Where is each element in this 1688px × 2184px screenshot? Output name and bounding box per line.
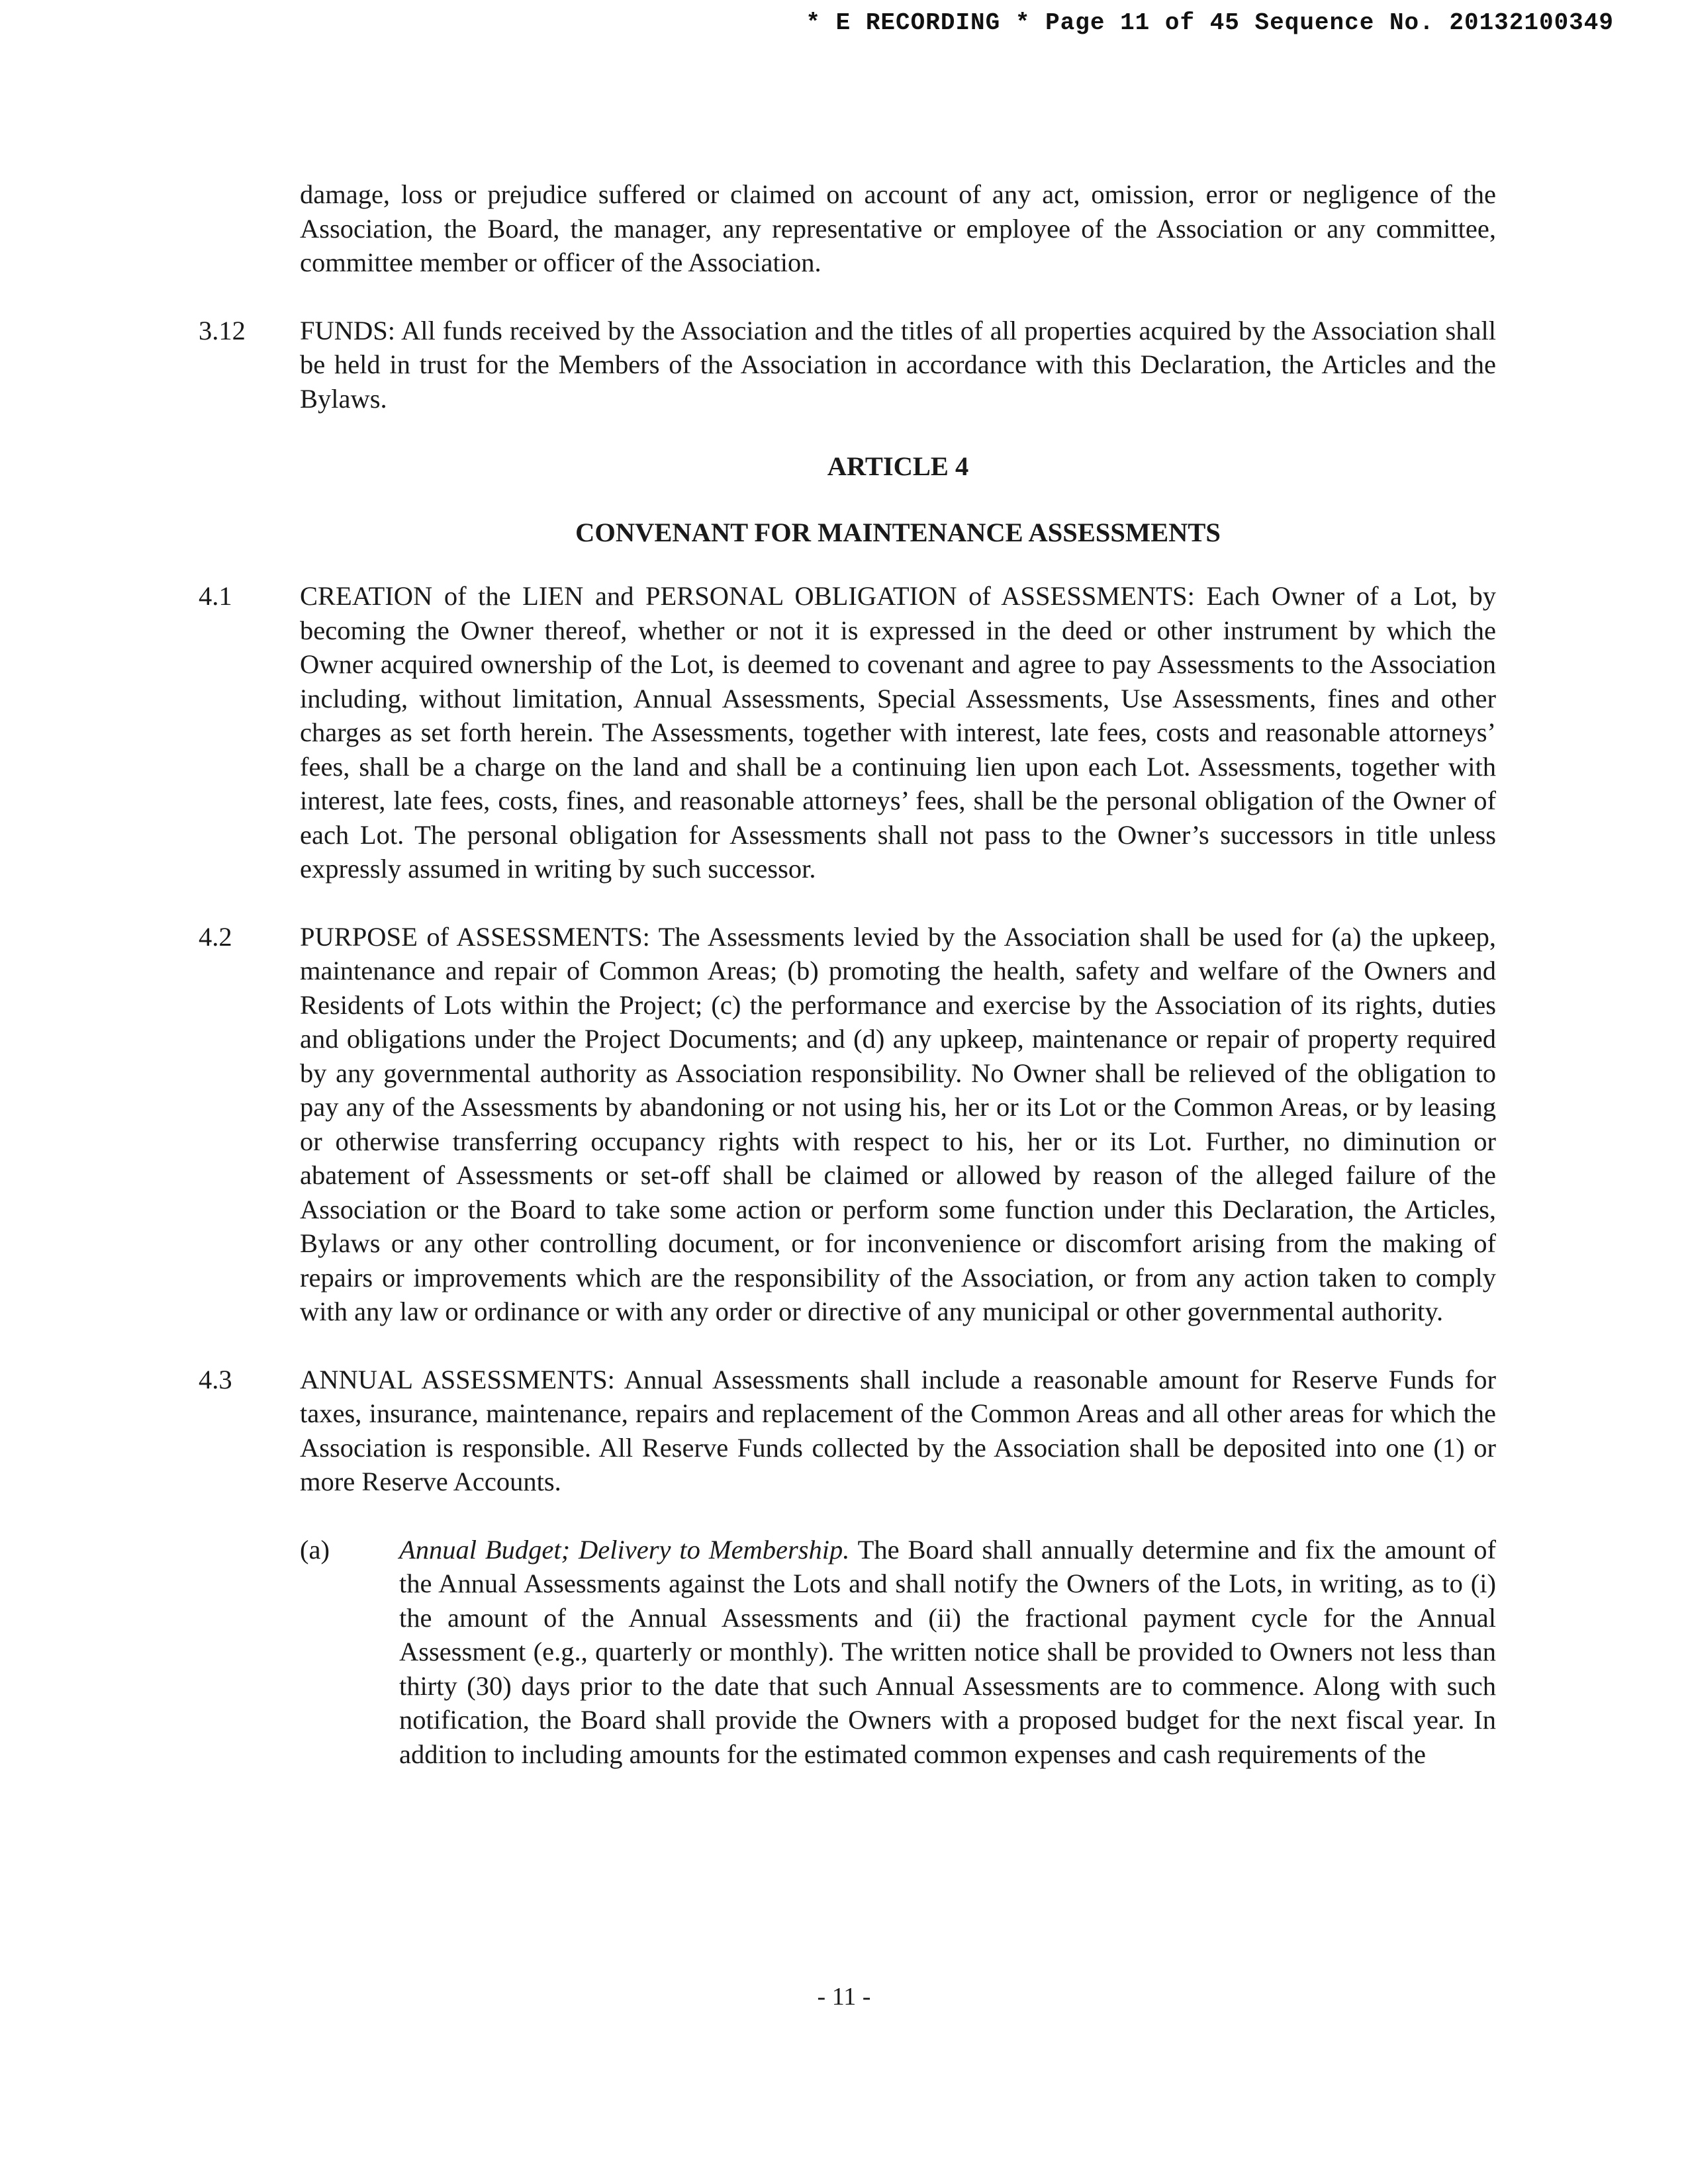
subsection-title: Annual Budget; Delivery to Membership.	[399, 1534, 850, 1565]
page-number: - 11 -	[817, 1983, 871, 2011]
section-text: CREATION of the LIEN and PERSONAL OBLIGATION of ASSESSMENTS: Each Owner of a Lot, by becoming the Owner thereof, whether or not it is expressed in the deed or other instrument by which the Owner acquired ownership of the Lot, is deemed to covenant and agree to pay Assessments to the Association including, without limitation, Annual Assessments, Special Assessments, Use Assessments, fines and other charges as set forth herein. The Assessments, together with interest, late fees, costs and reasonable attorneys’ fees, shall be a charge on the land and shall be a continuing lien upon each Lot. Assessments, together with interest, late fees, costs, fines, and reasonable attorneys’ fees, shall be the personal obligation of the Owner of each Lot. The personal obligation for Assessments shall not pass to the Owner’s successors in title unless expressly assumed in writing by such successor.	[300, 581, 1496, 884]
document-body	[199, 177, 1496, 1771]
section-text: PURPOSE of ASSESSMENTS: The Assessments levied by the Association shall be used for (a) the upkeep, maintenance and repair of Common Areas; (b) promoting the health, safety and welfare of the Owners and Residents of Lots within the Project; (c) the performance and exercise by the Association of its rights, duties and obligations under the Project Documents; and (d) any upkeep, maintenance or repair of property required by any governmental authority as Association responsibility. No Owner shall be relieved of the obligation to pay any of the Assessments by abandoning or not using his, her or its Lot or the Common Areas, or by leasing or otherwise transferring occupancy rights with respect to his, her or its Lot. Further, no diminution or abatement of Assessments or set-off shall be claimed or allowed by reason of the alleged failure of the Association or the Board to take some action or perform some function under this Declaration, the Articles, Bylaws or any other controlling document, or for inconvenience or discomfort arising from the making of repairs or improvements which are the responsibility of the Association, or from any action taken to comply with any law or ordinance or with any order or directive of any municipal or other governmental authority.	[300, 921, 1496, 1326]
article-title: ARTICLE 4	[827, 451, 969, 481]
continuation-paragraph	[199, 177, 1496, 280]
article-subtitle: CONVENANT FOR MAINTENANCE ASSESSMENTS	[575, 517, 1221, 547]
subsection-letter: (a)	[300, 1534, 330, 1565]
recording-header: * E RECORDING * Page 11 of 45 Sequence No. 20132100349	[806, 9, 1614, 36]
section-4-1	[199, 579, 1496, 886]
section-number: 3.12	[199, 315, 246, 345]
continuation-text: damage, loss or prejudice suffered or claimed on account of any act, omission, error or negligence of the Association, the Board, the manager, any representative or employee of the Association or any committee, committee member or officer of the Association.	[300, 179, 1496, 277]
subsection-text: The Board shall annually determine and fix the amount of the Annual Assessments against the Lots and shall notify the Owners of the Lots, in writing, as to (i) the amount of the Annual Assessments and (ii) the fractional payment cycle for the Annual Assessment (e.g., quarterly or monthly). The written notice shall be provided to Owners not less than thirty (30) days prior to the date that such Annual Assessments are to commence. Along with such notification, the Board shall provide the Owners with a proposed budget for the next fiscal year. In addition to including amounts for the estimated common expenses and cash requirements of the	[399, 1534, 1496, 1769]
section-number: 4.2	[199, 921, 232, 952]
section-4-2	[199, 920, 1496, 1329]
section-number: 4.1	[199, 581, 232, 611]
section-text: FUNDS: All funds received by the Association and the titles of all properties acquired by the Association shall be held in trust for the Members of the Association in accordance with this Declaration, the Articles and the Bylaws.	[300, 315, 1496, 414]
subsection-4-3-a	[199, 1533, 1496, 1772]
section-4-3	[199, 1363, 1496, 1499]
section-number: 4.3	[199, 1364, 232, 1394]
section-3-12	[199, 314, 1496, 416]
section-text: ANNUAL ASSESSMENTS: Annual Assessments shall include a reasonable amount for Reserve Funds for taxes, insurance, maintenance, repairs and replacement of the Common Areas and all other areas for which the Association is responsible. All Reserve Funds collected by the Association shall be deposited into one (1) or more Reserve Accounts.	[300, 1364, 1496, 1496]
